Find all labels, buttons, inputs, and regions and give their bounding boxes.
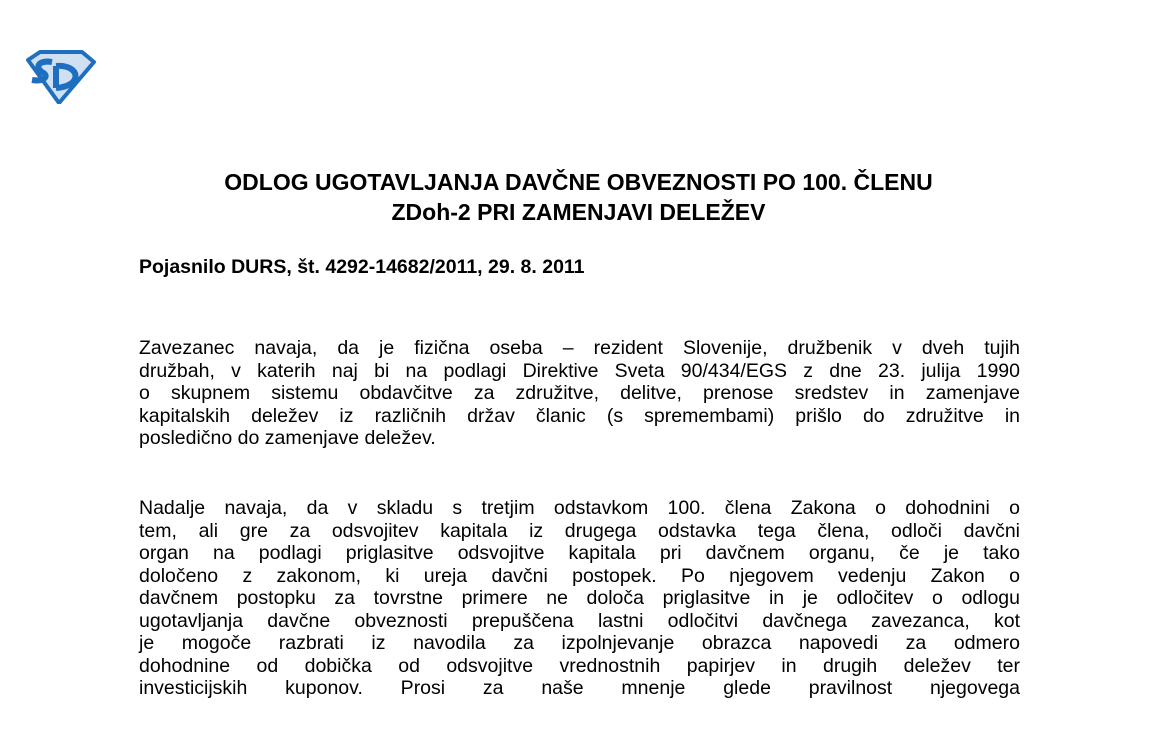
paragraph-line: davčnem postopku za tovrstne primere ne določa priglasitve in je odločitev o odlogu (139, 587, 1020, 609)
title-line: ZDoh-2 PRI ZAMENJAVI DELEŽEV (391, 199, 766, 225)
paragraph-line: organ na podlagi priglasitve odsvojitve kapitala pri davčnem organu, če je tako (139, 542, 1020, 564)
paragraph-line: določeno z zakonom, ki ureja davčni postopek. Po njegovem vedenju Zakon o (139, 564, 1020, 587)
paragraph-line: dohodnine od dobička od odsvojitve vrednostnih papirjev in drugih deležev ter (139, 654, 1020, 677)
paragraph-line: posledično do zamenjave deležev. (139, 427, 436, 449)
paragraph-line: Nadalje navaja, da v skladu s tretjim odstavkom 100. člena Zakona o dohodnini o (139, 497, 1020, 519)
paragraph-line: je mogoče razbrati iz navodila za izpolnjevanje obrazca napovedi za odmero (139, 632, 1020, 654)
paragraph-line: o skupnem sistemu obdavčitve za združitve, delitve, prenose sredstev in zamenjave (139, 382, 1020, 404)
paragraph-1 (139, 337, 1020, 450)
paragraph-line: kapitalskih deležev iz različnih držav članic (s spremembami) prišlo do združitve in (139, 404, 1020, 427)
paragraph-line: Zavezanec navaja, da je fizična oseba – rezident Slovenije, družbenik v dveh tujih (139, 337, 1020, 359)
paragraph-2 (139, 497, 1020, 700)
paragraph-line: tem, ali gre za odsvojitev kapitala iz drugega odstavka tega člena, odloči davčni (139, 519, 1020, 542)
title-line: ODLOG UGOTAVLJANJA DAVČNE OBVEZNOSTI PO 100. ČLENU (224, 169, 933, 195)
document-title (0, 167, 1157, 227)
paragraph-line: družbah, v katerih naj bi na podlagi Direktive Sveta 90/434/EGS z dne 23. julija 1990 (139, 359, 1020, 382)
document-subtitle: Pojasnilo DURS, št. 4292-14682/2011, 29. 8. 2011 (139, 256, 585, 278)
paragraph-line: ugotavljanja davčne obveznosti prepuščena lastni odločitvi davčnega zavezanca, kot (139, 609, 1020, 632)
company-logo (22, 50, 96, 104)
paragraph-line: investicijskih kuponov. Prosi za naše mnenje glede pravilnost njegovega (139, 677, 1020, 699)
